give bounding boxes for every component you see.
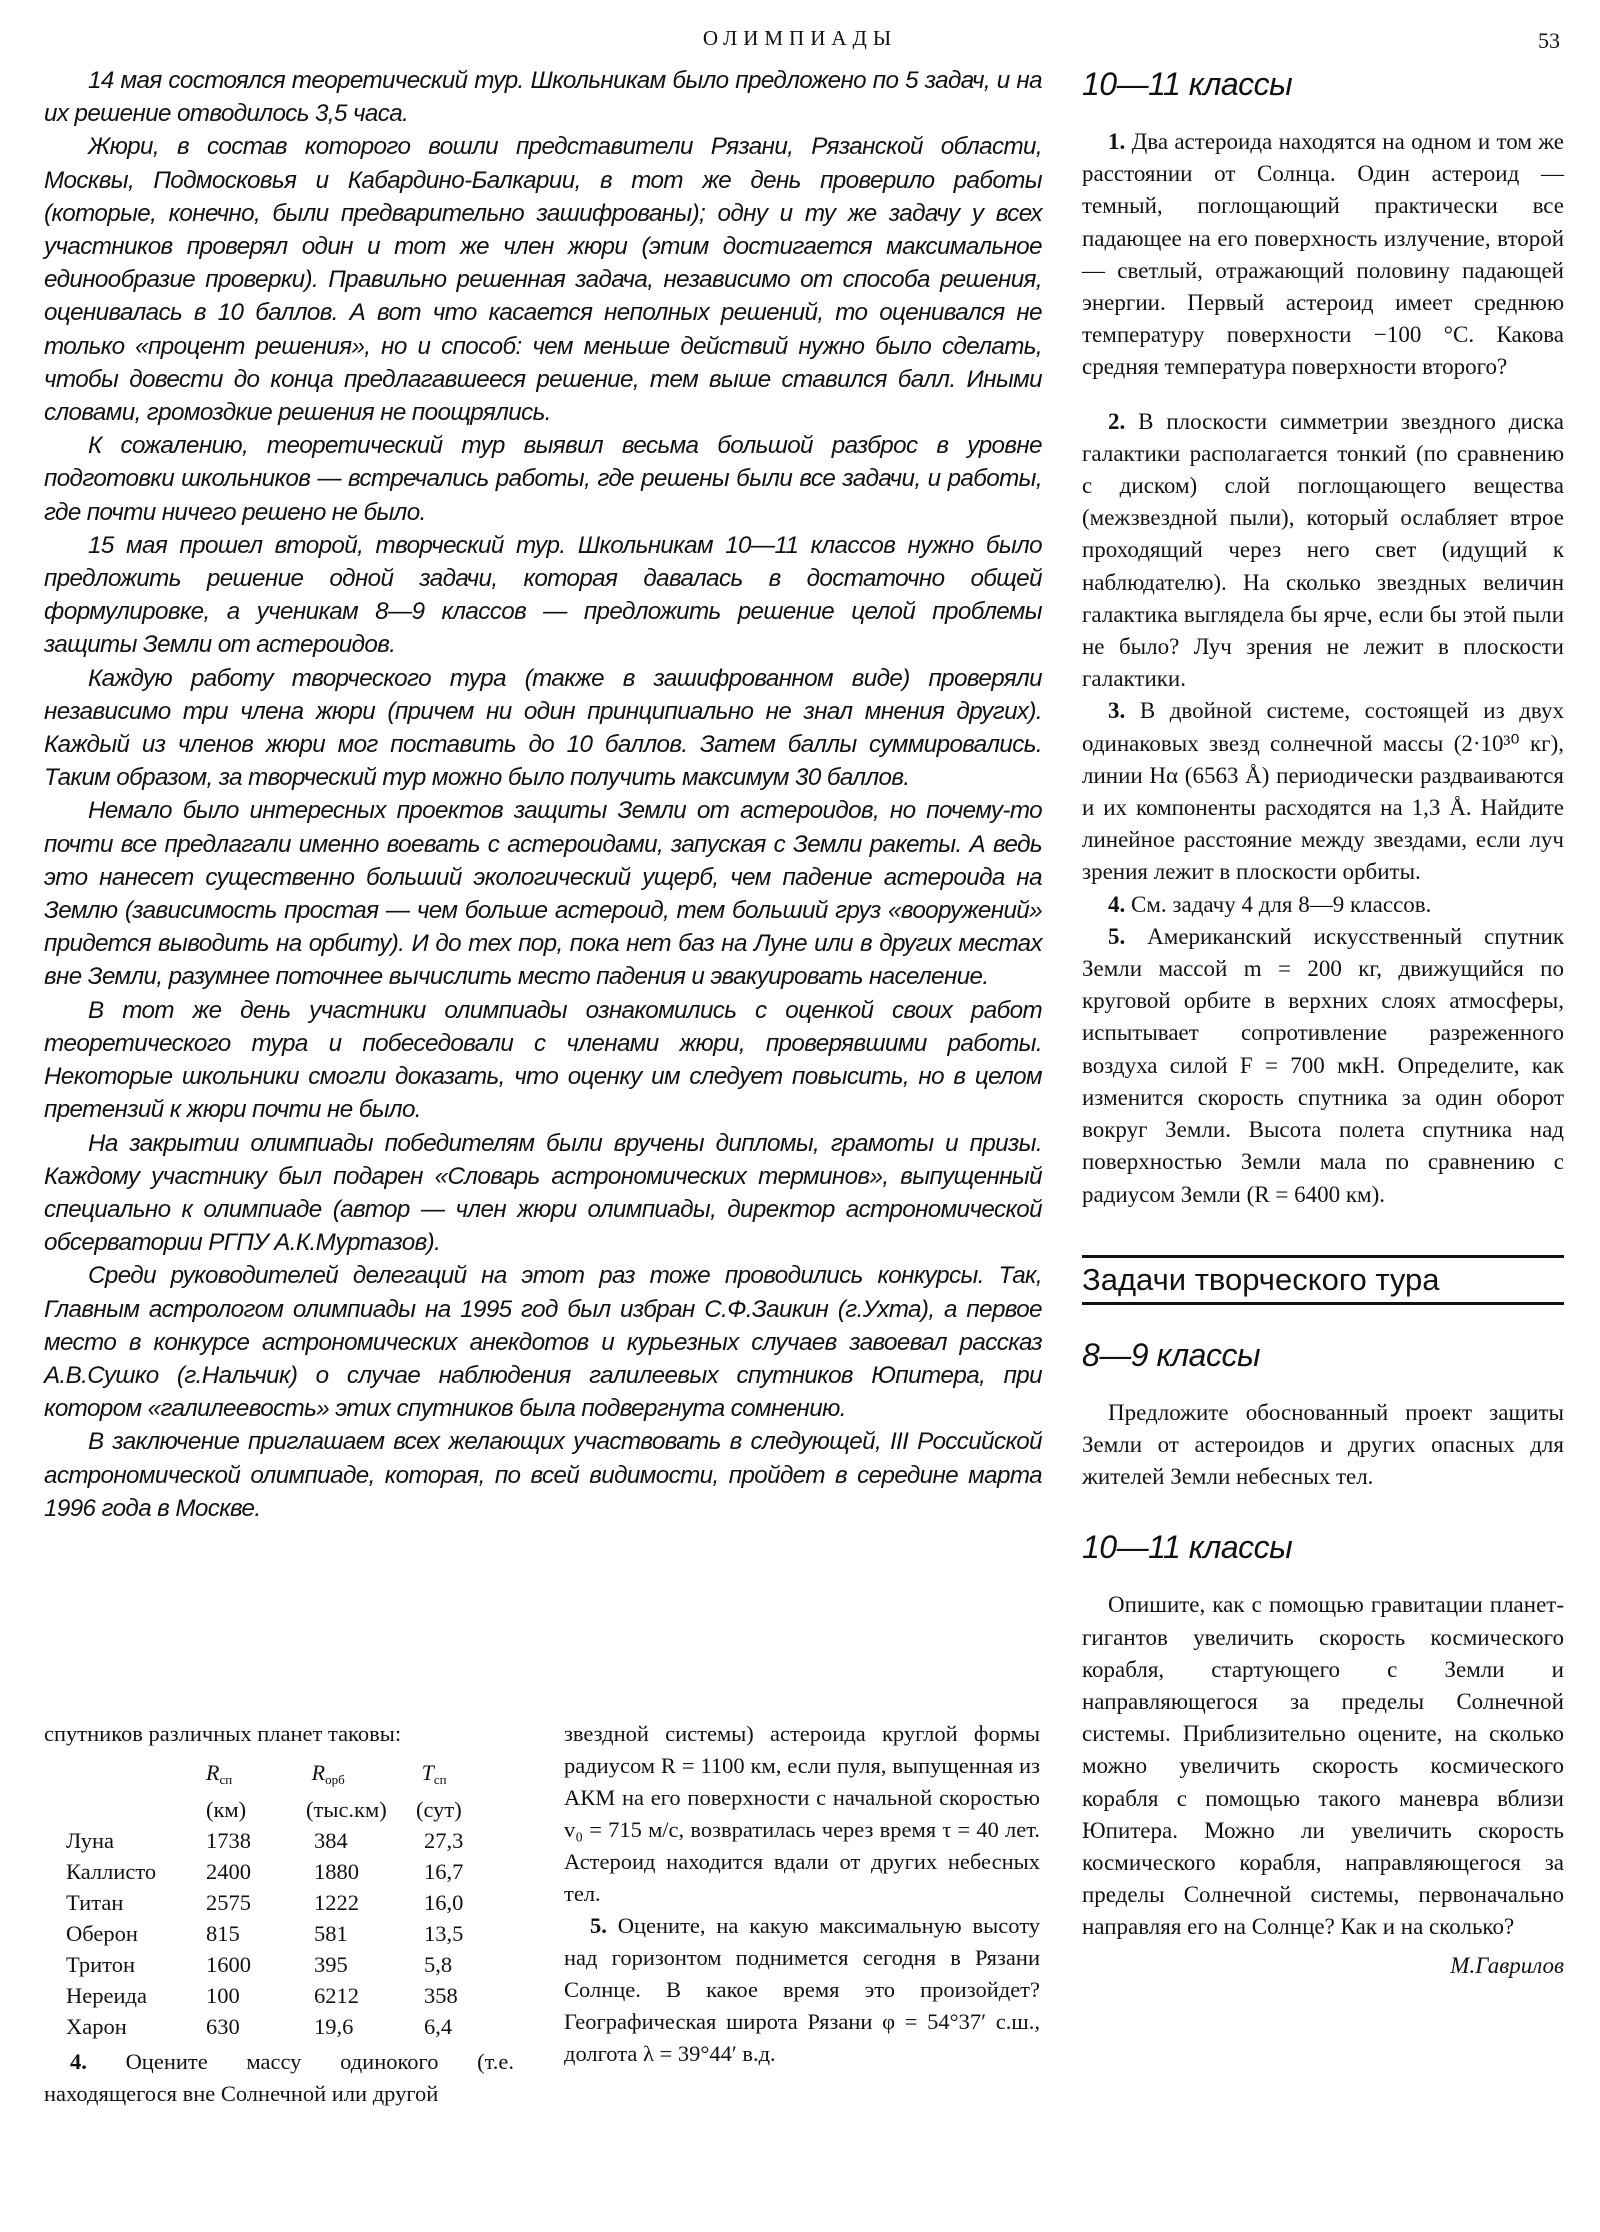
problem-text: См. задачу 4 для 8—9 классов. [1131,891,1432,917]
class-heading: 10—11 классы [1082,1529,1293,1566]
page-number: 53 [1538,28,1560,53]
main-article [44,64,1042,1525]
table-cell: 358 [424,1983,458,2008]
table-cell: 16,7 [424,1859,464,1884]
table-row [66,1825,496,1856]
article-paragraph: Немало было интересных проектов защиты Земли от астероидов, но почему-то почти все предлагали именно воевать с астероидами, запуская с Земли ракеты. А ведь это нанесет существенно больший экологический ущерб, чем падение астероида на Землю (зависимость простая — чем больше астероид, тем больший груз «вооружений» придется выводить на орбиту). И до тех пор, пока нет баз на Луне или в других местах вне Земли, разумнее поточнее вычислить место падения и эвакуировать население. [44,797,1042,991]
table-cell: 395 [314,1952,348,1977]
table-row [66,2011,496,2042]
table-row [66,1856,496,1887]
class-heading: 10—11 классы [1082,66,1293,102]
article-paragraph: К сожалению, теоретический тур выявил весьма большой разброс в уровне подготовки школьников — встречались работы, где решены были все задачи, и работы, где почти ничего решено не было. [44,432,1042,526]
table-body [66,1825,496,2042]
table-row [66,1949,496,1980]
table-cell: 384 [314,1828,348,1853]
bottom-left-column [44,1718,514,2110]
satellite-name: Тритон [66,1952,136,1977]
problems-column [1082,64,1564,1982]
col-unit: (сут) [416,1797,462,1822]
satellite-name: Луна [66,1828,114,1853]
bottom-middle-column [564,1718,1040,2070]
table-cell: 630 [206,2014,240,2039]
col-header: $R_{орб}$ [311,1760,345,1787]
table-cell: 16,0 [424,1890,464,1915]
satellite-name: Титан [66,1890,124,1915]
article-paragraph: 15 мая прошел второй, творческий тур. Школьникам 10—11 классов нужно было предложить решение одной задачи, которая давалась в достаточно общей формулировке, а ученикам 8—9 классов — предложить решение целой проблемы защиты Земли от астероидов. [44,531,1042,659]
col-unit: (тыс.км) [306,1797,387,1822]
table-cell: 6212 [314,1983,359,2008]
satellite-name: Нереида [66,1983,147,2008]
table-cell: 2575 [206,1890,251,1915]
problem-4 [1082,889,1564,921]
problem-1 [1082,126,1564,384]
col-header: $T_{сп}$ [421,1760,447,1787]
table-intro: спутников различных планет таковы: [44,1721,402,1746]
table-row [66,1918,496,1949]
col-unit: (км) [206,1797,247,1822]
article-paragraph: На закрытии олимпиады победителям были вручены дипломы, грамоты и призы. Каждому участнику был подарен «Словарь астрономических терминов», выпущенный специально к олимпиаде (автор — член жюри олимпиады, директор астрономической обсерватории РГПУ А.К.Муртазов). [44,1129,1042,1257]
problem-number: 5. [1108,923,1126,949]
problem-text: В плоскости симметрии звездного диска галактики располагается тонкий (по сравнению с диском) слой поглощающего вещества (межзвездной пыли), который ослабляет втрое проходящий через него свет (идущий к наблюдателю). На сколько звездных величин галактика выглядела бы ярче, если бы этой пыли не было? Луч зрения не лежит в плоскости галактики. [1082,408,1565,692]
problem-text: Два астероида находятся на одном и том же расстоянии от Солнца. Один астероид — темный, поглощающий практически все падающее на его поверхность излучение, второй — светлый, отражающий половину падающей энергии. Первый астероид имеет среднюю температуру поверхности −100 °С. Какова средняя температура поверхности второго? [1082,129,1565,380]
problem-5 [1082,921,1564,1211]
table-row [66,1980,496,2011]
problem-number: 3. [1108,698,1126,724]
problem-number: 2. [1108,408,1126,434]
table-cell: 815 [206,1921,240,1946]
table-cell: 1600 [206,1952,251,1977]
author-signature: М.Гаврилов [1450,1952,1564,1978]
satellites-table [66,1758,496,2042]
table-cell: 6,4 [424,2014,453,2039]
table-cell: 100 [206,1983,240,2008]
table-cell: 1880 [314,1859,359,1884]
section-name: ОЛИМПИАДЫ [702,26,898,50]
article-paragraph: В тот же день участники олимпиады ознакомились с оценкой своих работ теоретического тура и побеседовали с членами жюри, проверявшими работы. Некоторые школьники смогли доказать, что оценку им следует повысить, но в целом претензий к жюри почти не было. [44,996,1042,1124]
creative-problem: Опишите, как с помощью гравитации планет-гигантов увеличить скорость космического корабля, стартующего с Земли и направляющегося за пределы Солнечной системы. Приблизительно оцените, на сколько можно увеличить скорость космического корабля с помощью такого маневра вблизи Юпитера. Можно ли увеличить скорость космического корабля, направляющегося за пределы Солнечной системы, первоначально направляя его на Солнце? Как и на сколько? [1082,1592,1564,1940]
col-header: $R_{сп}$ [206,1760,233,1787]
problem-4-continuation: звездной системы) астероида круглой формы радиусом R = 1100 км, если пуля, выпущенная из АКМ на его поверхности с начальной скоростью v₀ = 715 м/с, возвратилась через время τ = 40 лет. Астероид находится вдали от других небесных тел. [564,1721,1040,1906]
satellite-name: Оберон [66,1921,138,1946]
table-cell: 581 [314,1921,348,1946]
problem-3 [1082,695,1564,888]
table-cell: 1222 [314,1890,359,1915]
table-units-row [66,1795,496,1825]
problem-5: 5. Оцените, на какую максимальную высоту над горизонтом поднимется сегодня в Рязани Солнце. В какое время это произойдет? Географическая широта Рязани φ = 54°37′ с.ш., долгота λ = 39°44′ в.д. [564,1913,1041,2066]
table-cell: 13,5 [424,1921,464,1946]
problem-number: 1. [1108,129,1126,154]
table-cell: 19,6 [314,2014,354,2039]
article-paragraph: Жюри, в состав которого вошли представители Рязани, Рязанской области, Москвы, Подмосковья и Кабардино-Балкарии, в тот же день проверило работы (которые, конечно, были предварительно зашифрованы); одну и ту же задачу у всех участников проверял один и тот же член жюри (этим достигается максимальное единообразие проверки). Правильно решенная задача, независимо от способа решения, оценивалась в 10 баллов. А вот что касается неполных решений, то оценивался не только «процент решения», но и способ: чем меньше действий нужно было сделать, чтобы довести до конца предлагавшееся решение, тем выше ставился балл. Иными словами, громоздкие решения не поощрялись. [44,133,1042,427]
article-paragraph: 14 мая состоялся теоретический тур. Школьникам было предложено по 5 задач, и на их решение отводилось 3,5 часа. [44,67,1042,128]
satellite-name: Харон [66,2014,127,2039]
problem-4-start: 4. Оцените массу одинокого (т.е. находящегося вне Солнечной или другой [44,2049,514,2106]
table-header-row [66,1758,496,1795]
satellite-name: Каллисто [66,1859,157,1884]
table-cell: 2400 [206,1859,251,1884]
problem-number: 4. [1108,891,1126,917]
problem-text: Американский искусственный спутник Земли массой m = 200 кг, движущийся по круговой орбите в верхних слоях атмосферы, испытывает сопротивление разреженного воздуха силой F = 700 мкН. Определите, как изменится скорость спутника за один оборот вокруг Земли. Высота полета спутника над поверхностью Земли мала по сравнению с радиусом Земли (R = 6400 км). [1082,923,1564,1207]
problem-2 [1082,406,1564,696]
table-cell: 27,3 [424,1828,464,1853]
problem-text: В двойной системе, состоящей из двух одинаковых звезд солнечной массы (2·10³⁰ кг), линии Hα (6563 Å) периодически раздваиваются и их компоненты расходятся на 1,3 Å. Найдите линейное расстояние между звездами, если луч зрения лежит в плоскости орбиты. [1082,698,1565,885]
section-heading: Задачи творческого тура [1082,1255,1564,1305]
creative-problem: Предложите обоснованный проект защиты Земли от астероидов и других опасных для жителей Земли небесных тел. [1082,1399,1564,1490]
class-heading: 8—9 классы [1082,1336,1260,1373]
running-head [0,26,1600,66]
table-cell: 5,8 [424,1952,453,1977]
article-paragraph: В заключение приглашаем всех желающих участвовать в следующей, III Российской астрономической олимпиаде, которая, по всей видимости, пройдет в середине марта 1996 года в Москве. [44,1428,1042,1522]
table-row [66,1887,496,1918]
article-paragraph: Каждую работу творческого тура (также в зашифрованном виде) проверяли независимо три члена жюри (причем ни один принципиально не знал мнения других). Каждый из членов жюри мог поставить до 10 баллов. Затем баллы суммировались. Таким образом, за творческий тур можно было получить максимум 30 баллов. [44,664,1042,792]
article-paragraph: Среди руководителей делегаций на этот раз тоже проводились конкурсы. Так, Главным астрологом олимпиады на 1995 год был избран С.Ф.Заикин (г.Ухта), а первое место в конкурсе астрономических анекдотов и курьезных случаев завоевал рассказ А.В.Сушко (г.Нальчик) о случае наблюдения галилеевых спутников Юпитера, при котором «галилеевость» этих спутников была подвергнута сомнению. [44,1262,1042,1423]
table-cell: 1738 [206,1828,251,1853]
